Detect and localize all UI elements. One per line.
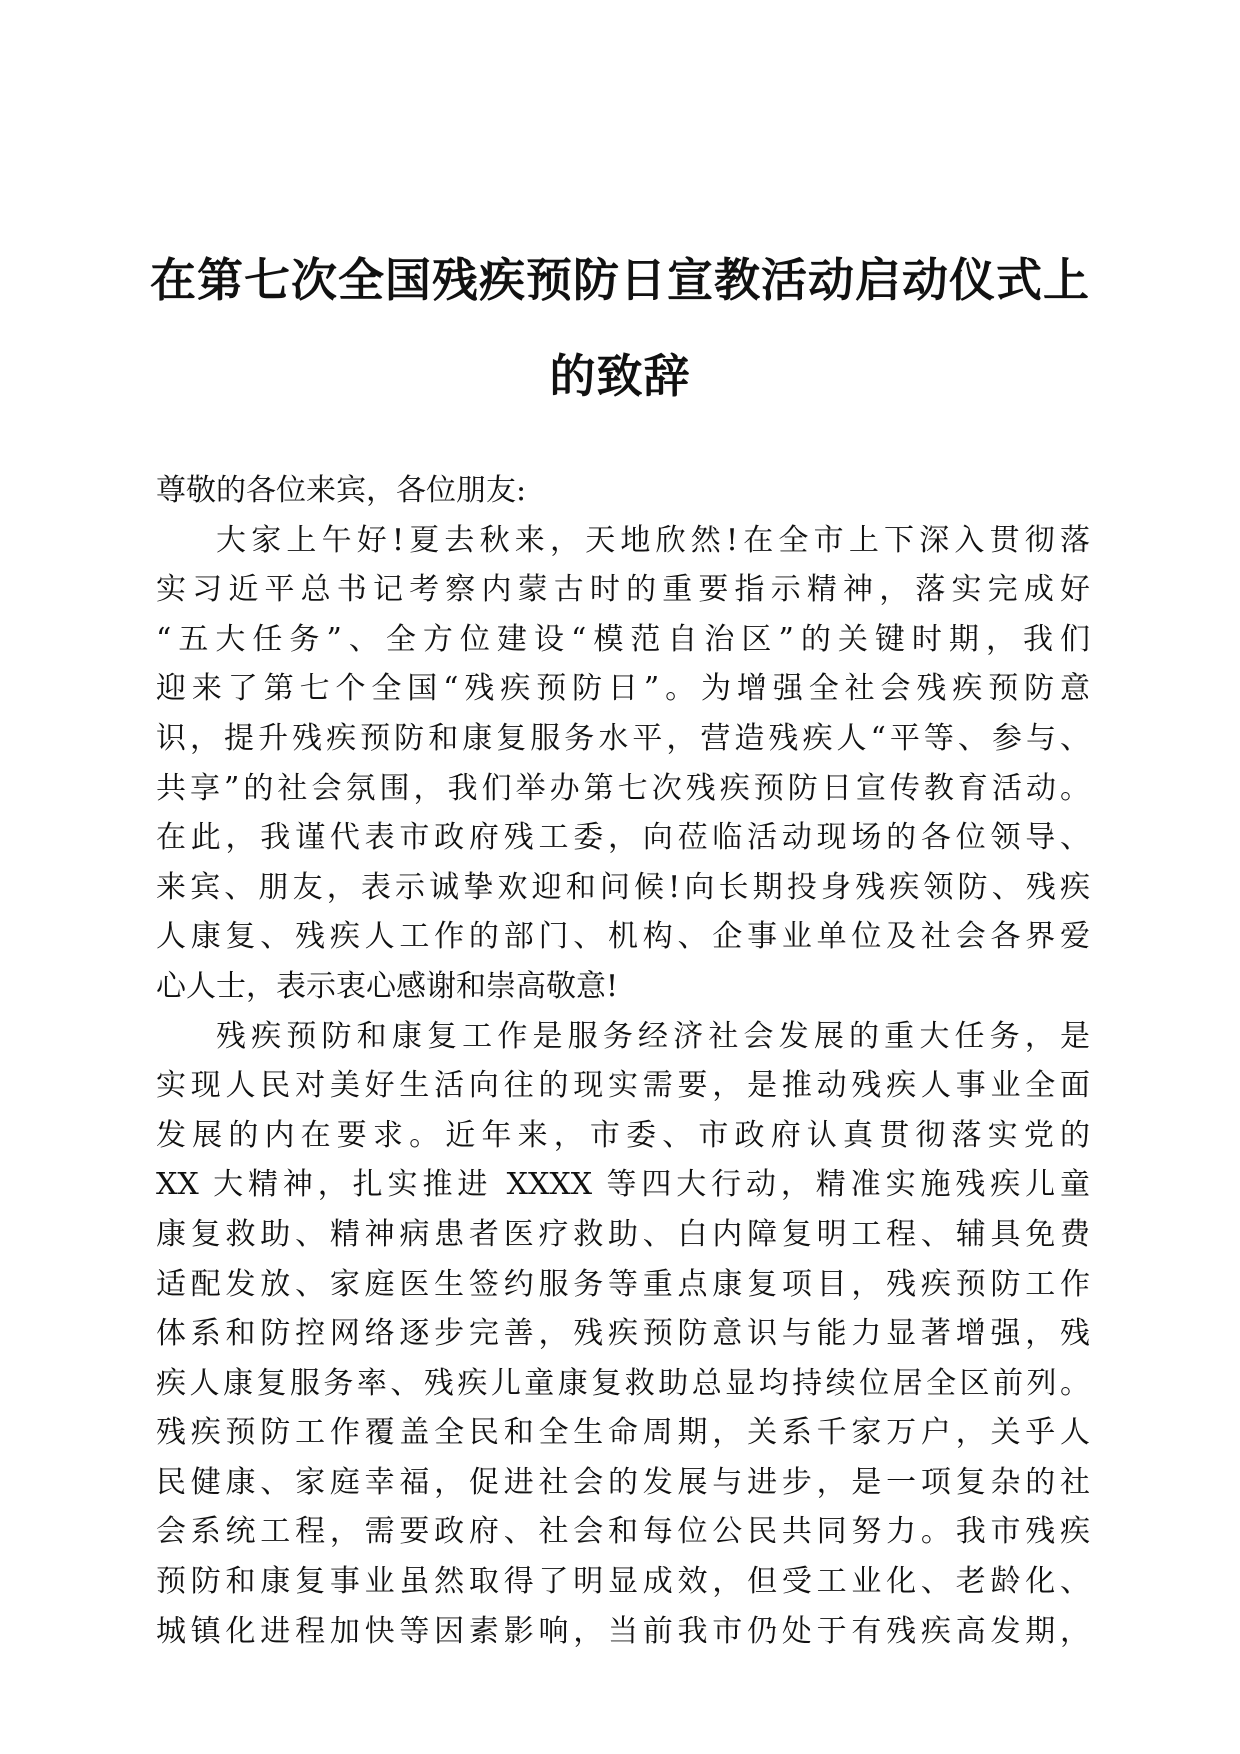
paragraph-2-line: XX 大精神，扎实推进 XXXX 等四大行动，精准实施残疾儿童 xyxy=(156,1167,1090,1203)
paragraph-1-line: 识，提升残疾预防和康复服务水平，营造残疾人“平等、参与、 xyxy=(156,720,1090,756)
document-title xyxy=(150,232,1090,424)
paragraph-1-line: 心人士，表示衷心感谢和崇高敬意! xyxy=(156,968,619,1004)
paragraph-2-line: 实现人民对美好生活向往的现实需要，是推动残疾人事业全面 xyxy=(156,1068,1090,1104)
paragraph-2-line: 疾人康复服务率、残疾儿童康复救助总显均持续位居全区前列。 xyxy=(156,1365,1090,1401)
paragraph-2-line: 适配发放、家庭医生签约服务等重点康复项目，残疾预防工作 xyxy=(156,1266,1090,1302)
paragraph-2-line: 发展的内在要求。近年来，市委、市政府认真贯彻落实党的 xyxy=(156,1117,1090,1153)
paragraph-2-line: 民健康、家庭幸福，促进社会的发展与进步，是一项复杂的社 xyxy=(156,1464,1090,1500)
salutation: 尊敬的各位来宾，各位朋友: xyxy=(156,473,527,508)
paragraph-1-line: 大家上午好!夏去秋来，天地欣然!在全市上下深入贯彻落 xyxy=(216,522,1090,558)
paragraph-2-line: 会系统工程，需要政府、社会和每位公民共同努力。我市残疾 xyxy=(156,1514,1090,1550)
paragraph-1-line: 在此，我谨代表市政府残工委，向莅临活动现场的各位领导、 xyxy=(156,820,1090,856)
paragraph-2 xyxy=(156,1012,1090,1657)
paragraph-1-line: 人康复、残疾人工作的部门、机构、企事业单位及社会各界爱 xyxy=(156,919,1090,955)
paragraph-2-line: 残疾预防和康复工作是服务经济社会发展的重大任务，是 xyxy=(216,1018,1090,1054)
paragraph-1-line: 实习近平总书记考察内蒙古时的重要指示精神，落实完成好 xyxy=(156,572,1090,608)
paragraph-1-line: 来宾、朋友，表示诚挚欢迎和问候!向长期投身残疾领防、残疾 xyxy=(156,869,1090,905)
paragraph-1-line: 共享”的社会氛围，我们举办第七次残疾预防日宣传教育活动。 xyxy=(156,770,1090,806)
paragraph-2-line: 体系和防控网络逐步完善，残疾预防意识与能力显著增强，残 xyxy=(156,1316,1090,1352)
paragraph-1-line: 迎来了第七个全国“残疾预防日”。为增强全社会残疾预防意 xyxy=(156,671,1090,707)
paragraph-1 xyxy=(156,516,1090,1012)
document-body xyxy=(156,466,1090,1656)
title-line-1: 在第七次全国残疾预防日宣教活动启动仪式上 xyxy=(150,253,1090,307)
paragraph-2-line: 城镇化进程加快等因素影响，当前我市仍处于有残疾高发期， xyxy=(156,1613,1090,1649)
paragraph-2-line: 残疾预防工作覆盖全民和全生命周期，关系千家万户，关乎人 xyxy=(156,1415,1090,1451)
paragraph-2-line: 预防和康复事业虽然取得了明显成效，但受工业化、老龄化、 xyxy=(156,1564,1090,1600)
paragraph-2-line: 康复救助、精神病患者医疗救助、白内障复明工程、辅具免费 xyxy=(156,1216,1090,1252)
title-line-2: 的致辞 xyxy=(549,349,691,403)
paragraph-1-line: “五大任务”、全方位建设“模范自治区”的关键时期，我们 xyxy=(156,621,1090,657)
